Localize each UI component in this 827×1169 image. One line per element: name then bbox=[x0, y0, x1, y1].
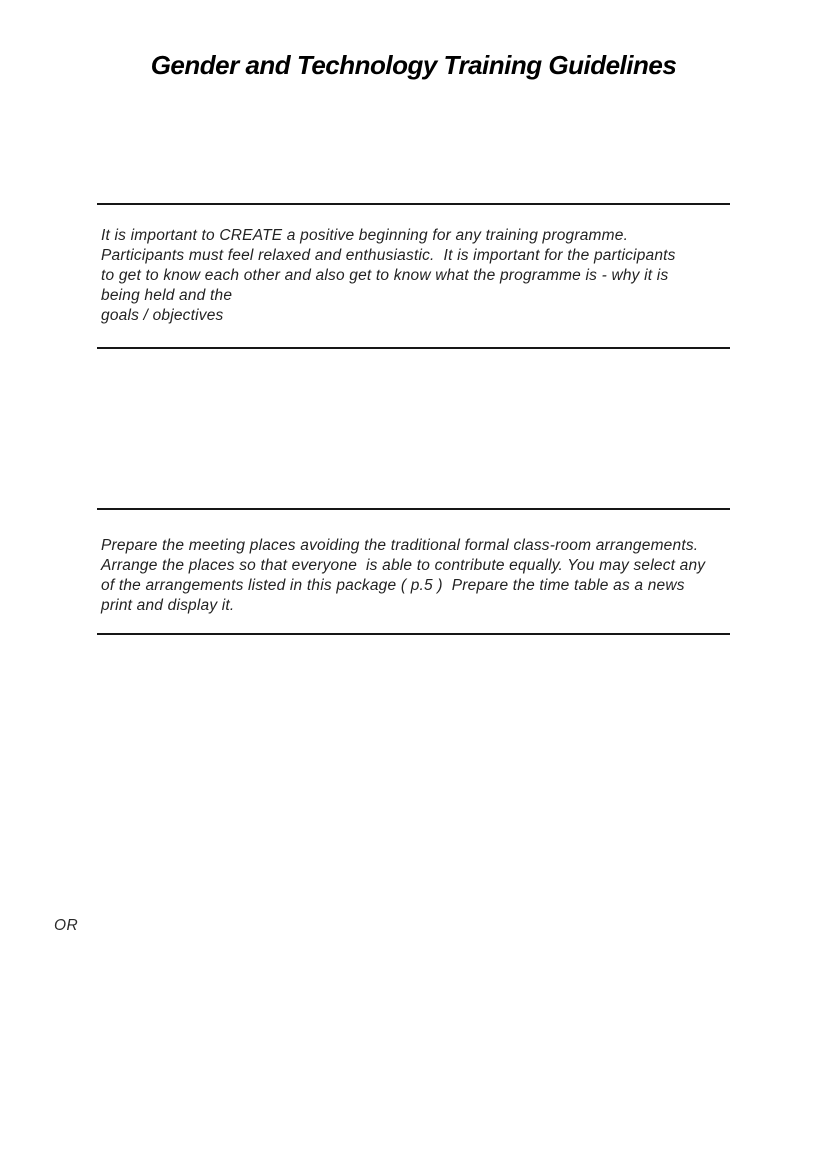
text-line: Arrange the places so that everyone is able to contribute equally. You may select any bbox=[101, 557, 706, 574]
text-line: It is important to CREATE a positive beginning for any training programme. bbox=[101, 227, 629, 244]
text-line: Participants must feel relaxed and enthusiastic. It is important for the participants bbox=[101, 247, 676, 264]
text-line: of the arrangements listed in this package ( p.5 ) Prepare the time table as a news bbox=[101, 577, 685, 594]
venue-note-section bbox=[97, 508, 730, 635]
text-line: to get to know each other and also get to know what the programme is - why it is bbox=[101, 267, 669, 284]
text-line: being held and the bbox=[101, 287, 233, 304]
text-line: print and display it. bbox=[101, 597, 235, 614]
intro-note-section bbox=[97, 203, 730, 349]
page-title: Gender and Technology Training Guidelines bbox=[150, 50, 677, 80]
text-line: Prepare the meeting places avoiding the traditional formal class-room arrangements. bbox=[101, 537, 699, 554]
text-line: goals / objectives bbox=[101, 307, 224, 324]
or-label: OR bbox=[54, 917, 79, 934]
